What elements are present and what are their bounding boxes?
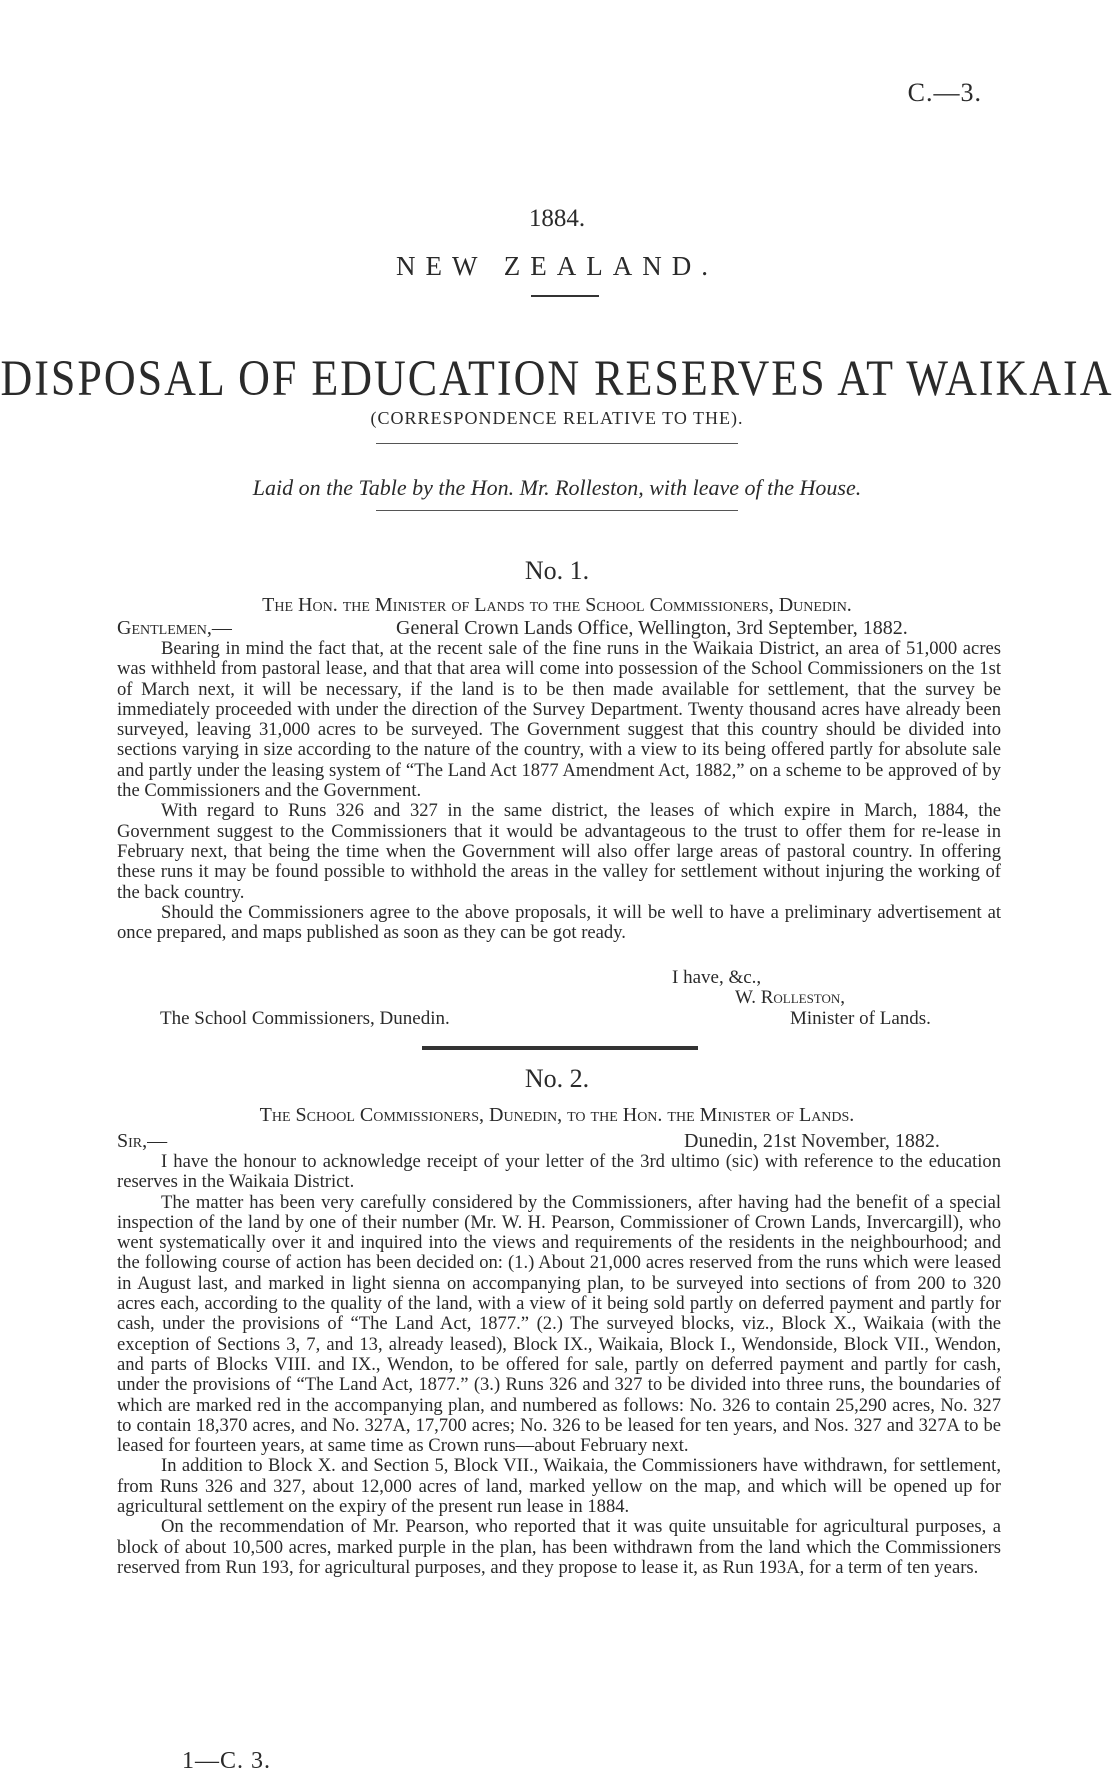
document-year: 1884. bbox=[528, 205, 586, 232]
salutation: Sir,— bbox=[117, 1130, 168, 1152]
section-rule bbox=[422, 1046, 698, 1050]
laid-on-table-note: Laid on the Table by the Hon. Mr. Rolleston, with leave of the House. bbox=[252, 475, 862, 500]
letter-heading: The Hon. the Minister of Lands to the School Commissioners, Dunedin. bbox=[262, 594, 852, 616]
divider-rule bbox=[376, 443, 738, 444]
letter-heading: The School Commissioners, Dunedin, to the Hon. the Minister of Lands. bbox=[259, 1104, 855, 1126]
divider-rule bbox=[376, 510, 738, 511]
closing: I have, &c., bbox=[672, 967, 762, 988]
paragraph: With regard to Runs 326 and 327 in the same district, the leases of which expire in March, 1884, the Government suggest to the Commissioners that it would be advantageous to the trust to offer them for re-lease in February next, that being the time when the Government will also offer large areas of pastoral country. In offering these runs it may be found possible to withhold the areas in the valley for settlement without injuring the working of the back country. bbox=[117, 800, 1001, 903]
letter-body bbox=[117, 1152, 1001, 1578]
letter-body bbox=[117, 639, 1001, 943]
page-identifier: C.—3. bbox=[907, 78, 982, 107]
paragraph: On the recommendation of Mr. Pearson, who reported that it was quite unsuitable for agricultural purposes, a block of about 10,500 acres, marked purple in the plan, has been withdrawn from the land which the Commissioners reserved from Run 193, for agricultural purposes, and they propose to lease it, as Run 193A, for a term of ten years. bbox=[117, 1516, 1001, 1578]
paragraph: I have the honour to acknowledge receipt of your letter of the 3rd ultimo (sic) with reference to the education reserves in the Waikaia District. bbox=[117, 1151, 1001, 1193]
salutation: Gentlemen,— bbox=[117, 617, 232, 639]
paragraph: Should the Commissioners agree to the above proposals, it will be well to have a preliminary advertisement at once prepared, and maps published as soon as they can be got ready. bbox=[117, 901, 1001, 944]
paragraph: The matter has been very carefully considered by the Commissioners, after having had the benefit of a special inspection of the land by one of their number (Mr. W. H. Pearson, Commissioner of Crown Lands, Invercargill), who went systematically over it and inquired into the views and requirements of the residents in the neighbourhood; and the following course of action has been decided on: (1.) About 21,000 acres reserved from the runs which were leased in August last, and marked in light sienna on accompanying plan, to be surveyed into sections of from 200 to 320 acres each, according to the quality of the land, with a view of it being sold partly on deferred payment and partly for cash, under the provisions of “The Land Act, 1877.” (2.) The surveyed blocks, viz., Block X., Waikaia (with the exception of Sections 3, 7, and 13, already leased), Block IX., Waikaia, Block I., Wendonside, Block VII., Wendon, and parts of Blocks VIII. and IX., Wendon, to be offered for sale, partly on deferred payment and partly for cash, under the provisions of “The Land Act, 1877.” (3.) Runs 326 and 327 to be divided into three runs, the boundaries of which are marked red in the accompanying plan, and numbered as follows: No. 326 to contain 25,290 acres, No. 327 to contain 18,370 acres, and No. 327A, 17,700 acres; No. 326 to be leased for ten years, and Nos. 327 and 327A to be leased for fourteen years, at same time as Crown runs—about February next. bbox=[117, 1191, 1001, 1457]
document-subtitle: (CORRESPONDENCE RELATIVE TO THE). bbox=[370, 408, 744, 428]
paragraph: Bearing in mind the fact that, at the recent sale of the fine runs in the Waikaia District, an area of 51,000 acres was withheld from pastoral lease, and that that area will come into possession of the School Commissioners on the 1st of March next, it will be necessary, if the land is to be then made available for settlement, that the survey be immediately proceeded with under the direction of the Survey Department. Twenty thousand acres have already been surveyed, leaving 31,000 acres to be surveyed. The Government suggest that this country should be divided into sections varying in size according to the nature of the country, with a view to its being offered partly for absolute sale and partly under the leasing system of “The Land Act 1877 Amendment Act, 1882,” on a scheme to be approved of by the Commissioners and the Government. bbox=[117, 638, 1001, 802]
paragraph: In addition to Block X. and Section 5, Block VII., Waikaia, the Commissioners have withdrawn, for settlement, from Runs 326 and 327, about 12,000 acres of land, marked yellow on the map, and which will be opened up for agricultural settlement on the expiry of the present run lease in 1884. bbox=[117, 1455, 1001, 1518]
dateline: General Crown Lands Office, Wellington, 3rd September, 1882. bbox=[396, 617, 908, 639]
signature-mark: 1—C. 3. bbox=[182, 1748, 272, 1774]
signatory-title: Minister of Lands. bbox=[790, 1008, 931, 1029]
country-heading: NEW ZEALAND. bbox=[396, 251, 718, 281]
letter-number: No. 1. bbox=[524, 556, 590, 585]
signature: W. Rolleston, bbox=[735, 987, 846, 1008]
dateline: Dunedin, 21st November, 1882. bbox=[684, 1130, 940, 1152]
document-title: DISPOSAL OF EDUCATION RESERVES AT WAIKAIA bbox=[0, 350, 1114, 407]
ornamental-rule bbox=[531, 295, 599, 297]
letter-number: No. 2. bbox=[524, 1064, 590, 1093]
addressee: The School Commissioners, Dunedin. bbox=[160, 1008, 450, 1029]
